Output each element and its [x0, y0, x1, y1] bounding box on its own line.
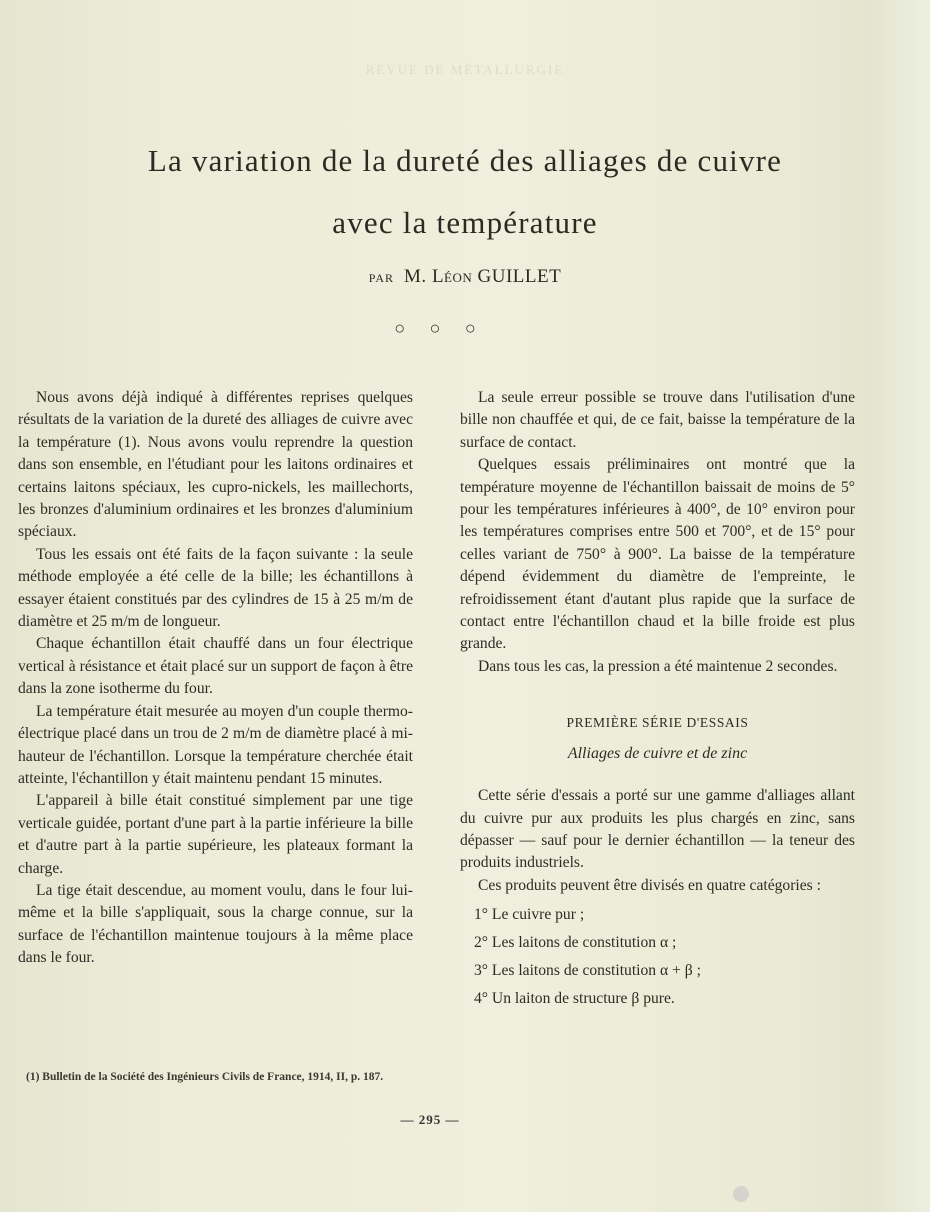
author-last-name: GUILLET — [477, 266, 562, 287]
right-column — [460, 387, 855, 1013]
paragraph: La seule erreur possible se trouve dans l'utilisation d'une bille non chauffée et qui, de ce fait, baisse la température de la surface de contact. — [460, 389, 855, 451]
paragraph: Dans tous les cas, la pression a été maintenue 2 secondes. — [478, 657, 838, 675]
paragraph: Nous avons déjà indiqué à différentes reprises quelques résultats de la variation de la dureté des alliages de cuivre avec la température (1). Nous avons voulu reprendre la question dans son ensemble, en l'étudiant pour les laitons ordinaires et certains laitons spéciaux, les cupro-nickels, les maillechorts, les bronzes d'aluminium ordinaires et les bronzes d'aluminium spéciaux. — [18, 389, 413, 541]
author-first-name: Léon — [431, 266, 473, 287]
list-item: 4° Un laiton de structure β pure. — [474, 990, 675, 1008]
footnote: (1) Bulletin de la Société des Ingénieurs Civils de France, 1914, II, p. 187. — [26, 1071, 384, 1083]
paragraph: Cette série d'essais a porté sur une gamme d'alliages allant du cuivre pur aux produits les plus chargés en zinc, sans dépasser — sauf pour le dernier échantillon — la teneur des produits industriels. — [460, 787, 855, 872]
paragraph: Ces produits peuvent être divisés en quatre catégories : — [478, 876, 821, 894]
author-initial: M. — [404, 266, 432, 287]
paragraph: La tige était descendue, au moment voulu, dans le four lui-même et la bille s'appliquait, sous la charge connue, sur la surface de l'échantillon maintenue toujours à la même place dans le four. — [18, 881, 413, 967]
ornament-circles: ○ ○ ○ — [394, 318, 486, 338]
article-title-line-1: La variation de la dureté des alliages de cuivre — [147, 143, 783, 178]
category-list — [460, 901, 855, 1013]
list-item: 2° Les laitons de constitution α ; — [474, 934, 677, 952]
paragraph: L'appareil à bille était constitué simplement par une tige verticale guidée, portant d'une part à la partie inférieure la bille et d'autre part à la partie supérieure, les plateaux formant la charge. — [18, 792, 413, 877]
article-title-line-2: avec la température — [332, 205, 598, 240]
section-subheading: Alliages de cuivre et de zinc — [567, 744, 748, 762]
author-byline — [40, 266, 890, 288]
running-header-show-through: REVUE DE MÉTALLURGIE — [365, 62, 565, 77]
paragraph: Quelques essais préliminaires ont montré que la température moyenne de l'échantillon baissait de moins de 5° pour les températures inférieures à 400°, de 10° environ pour les températures comprises entre 500 et 700°, et de 15° pour celles variant de 750° à 900°. La baisse de la température dépend évidemment du diamètre de l'empreinte, le refroidissement étant d'autant plus rapide que la surface de contact entre l'échantillon chaud et la bille froide est plus grande. — [460, 456, 855, 653]
paragraph: Chaque échantillon était chauffé dans un four électrique vertical à résistance et était placé sur un support de façon à être dans la zone isotherme du four. — [18, 635, 413, 698]
author-prefix: PAR — [368, 271, 395, 285]
list-item: 3° Les laitons de constitution α + β ; — [474, 962, 701, 980]
paper-speck — [733, 1186, 749, 1202]
left-column — [18, 387, 413, 970]
paragraph: Tous les essais ont été faits de la façon suivante : la seule méthode employée a été celle de la bille; les échantillons à essayer étaient constitués par des cylindres de 15 à 25 m/m de diamètre et 25 m/m de longueur. — [18, 545, 413, 631]
list-item: 1° Le cuivre pur ; — [474, 906, 585, 924]
paragraph: La température était mesurée au moyen d'un couple thermo-électrique placé dans un trou de 2 m/m de diamètre placé à mi-hauteur de l'échantillon. Lorsque la température cherchée était atteinte, l'échantillon y était maintenu pendant 15 minutes. — [18, 702, 413, 787]
section-heading: PREMIÈRE SÉRIE D'ESSAIS — [566, 715, 749, 731]
page-number: — 295 — — [400, 1112, 460, 1127]
